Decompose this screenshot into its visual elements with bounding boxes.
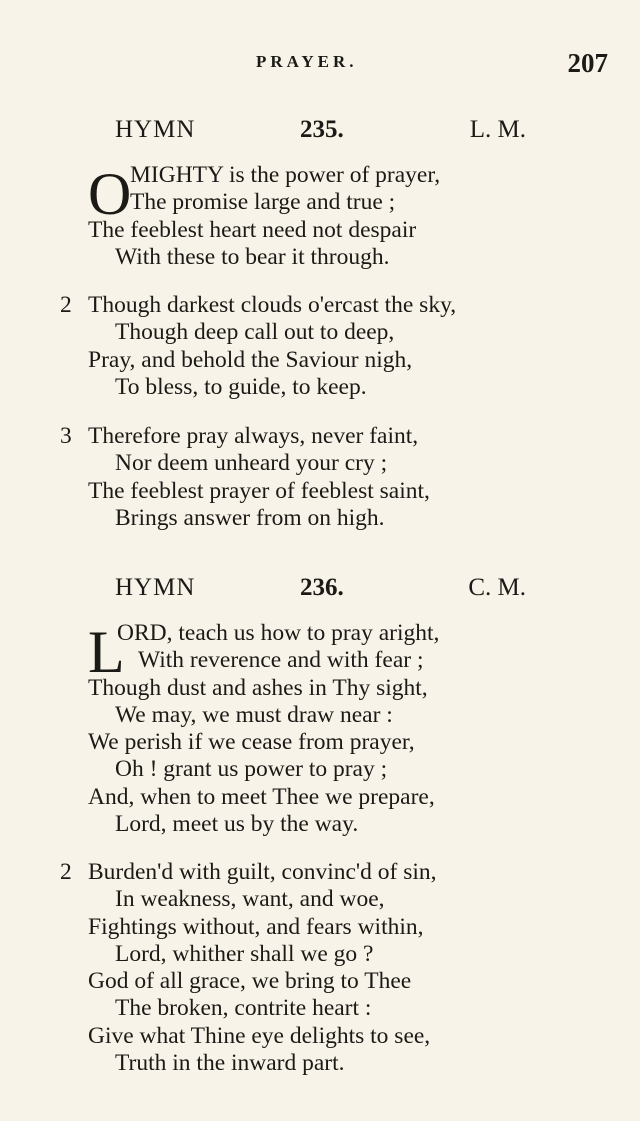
verse-line: 2 Burden'd with guilt, convinc'd of sin, (60, 859, 437, 885)
running-head (0, 48, 640, 78)
drop-cap: O (88, 161, 132, 227)
verse-line: The broken, contrite heart : (115, 995, 372, 1022)
verse-line: To bless, to guide, to keep. (115, 373, 367, 400)
hymn-meter: C. M. (468, 574, 526, 601)
verse-line: In weakness, want, and woe, (115, 886, 385, 913)
verse-line: Fightings without, and fears within, (88, 913, 424, 940)
verse-line: And, when to meet Thee we prepare, (88, 783, 435, 810)
verse-line: With reverence and with fear ; (138, 647, 424, 674)
verse-line: Though deep call out to deep, (115, 319, 395, 346)
hymn-235-heading (0, 116, 640, 148)
hymn-235-verse-2 (0, 292, 640, 401)
hymn-meter: L. M. (469, 116, 526, 143)
verse-line: Lord, whither shall we go ? (115, 940, 374, 967)
hymn-number: 236. (300, 574, 344, 601)
verse-line: 3 Therefore pray always, never faint, (60, 423, 419, 449)
verse-number: 2 (60, 859, 72, 885)
verse-line: We may, we must draw near : (115, 701, 393, 728)
verse-number: 2 (60, 292, 72, 318)
verse-line: Lord, meet us by the way. (115, 811, 359, 838)
verse-line: Truth in the inward part. (115, 1050, 345, 1077)
verse-line: The promise large and true ; (130, 189, 396, 216)
running-title: PRAYER. (256, 52, 358, 71)
verse-line: 2 Though darkest clouds o'ercast the sky, (60, 292, 457, 318)
verse-line: The feeblest prayer of feeblest saint, (88, 477, 430, 504)
verse-number: 3 (60, 423, 72, 449)
verse-line: ORD, teach us how to pray aright, (117, 620, 440, 646)
hymn-number: 235. (300, 116, 344, 143)
hymn-236-verse-2 (0, 859, 640, 1077)
hymn-235-verse-3 (0, 423, 640, 532)
hymn-235-verse-1 (0, 162, 640, 271)
page-number: 207 (567, 48, 608, 78)
verse-line: God of all grace, we bring to Thee (88, 968, 412, 995)
verse-line: MIGHTY is the power of prayer, (130, 162, 441, 188)
verse-line: Give what Thine eye delights to see, (88, 1022, 431, 1049)
hymn-label: HYMN (115, 574, 196, 601)
verse-line: Though dust and ashes in Thy sight, (88, 674, 428, 701)
drop-cap: L (88, 619, 125, 685)
verse-line: Brings answer from on high. (115, 504, 385, 531)
hymn-label: HYMN (115, 116, 196, 143)
verse-line: We perish if we cease from prayer, (88, 729, 415, 756)
verse-line: With these to bear it through. (115, 243, 390, 270)
hymn-236-heading (0, 574, 640, 606)
hymn-236-verse-1 (0, 620, 640, 838)
verse-line: Oh ! grant us power to pray ; (115, 756, 388, 783)
verse-line: Nor deem unheard your cry ; (115, 450, 388, 477)
verse-line: Pray, and behold the Saviour nigh, (88, 346, 413, 373)
verse-line: The feeblest heart need not despair (88, 216, 417, 243)
